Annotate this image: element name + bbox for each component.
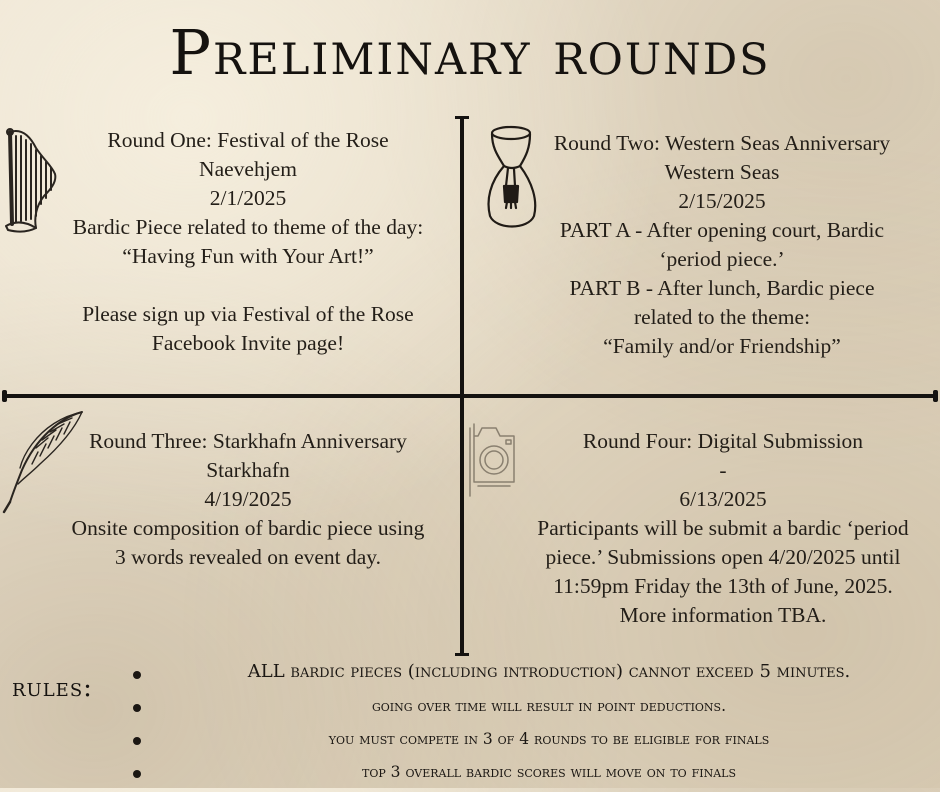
round-detail: Onsite composition of bardic piece using [71, 516, 425, 540]
round-detail: Participants will be submit a bardic ‘period [537, 516, 909, 540]
round-location: Western Seas [664, 160, 780, 184]
round-location: Naevehjem [199, 157, 297, 181]
bullet-icon [133, 737, 141, 745]
round-detail: ‘period piece.’ [659, 247, 785, 271]
round-detail: PART B - After lunch, Bardic piece [569, 276, 875, 300]
rule-item [130, 759, 940, 792]
rule-item [130, 726, 940, 759]
round-note: Please sign up via Festival of the Rose [82, 302, 414, 326]
round-detail: “Family and/or Friendship” [603, 334, 841, 358]
rule-item [130, 693, 940, 726]
round-date: 2/15/2025 [678, 189, 766, 213]
rules-label: rules: [12, 673, 93, 703]
page-title: Preliminary rounds [169, 16, 771, 89]
round-heading: Round One: Festival of the Rose [107, 128, 389, 152]
round-detail: PART A - After opening court, Bardic [559, 218, 885, 242]
bullet-icon [133, 770, 141, 778]
bullet-icon [133, 704, 141, 712]
round-detail: Bardic Piece related to theme of the day: [72, 215, 424, 239]
round-two-panel [504, 129, 940, 361]
round-detail: 11:59pm Friday the 13th of June, 2025. [553, 574, 893, 598]
round-date: 4/19/2025 [204, 487, 292, 511]
round-heading: Round Two: Western Seas Anniversary [553, 131, 891, 155]
horizontal-divider [4, 394, 936, 398]
rules-list [130, 660, 940, 792]
round-one-panel [48, 126, 448, 358]
rule-text: top 3 overall bardic scores will move on to finals [361, 763, 736, 781]
round-detail: piece.’ Submissions open 4/20/2025 until [545, 545, 901, 569]
round-detail: 3 words revealed on event day. [114, 545, 382, 569]
bullet-icon [133, 671, 141, 679]
rule-text: going over time will result in point deductions. [371, 697, 727, 715]
round-heading: Round Three: Starkhafn Anniversary [89, 429, 407, 453]
round-date: 6/13/2025 [679, 487, 767, 511]
round-note: Facebook Invite page! [151, 331, 345, 355]
round-heading: Round Four: Digital Submission [582, 429, 864, 453]
round-detail: related to the theme: [633, 305, 811, 329]
rule-item [130, 660, 940, 693]
round-location: - [719, 458, 727, 482]
round-location: Starkhafn [206, 458, 290, 482]
round-detail: More information TBA. [619, 603, 827, 627]
rule-text: ALL bardic pieces (including introduction) cannot exceed 5 minutes. [247, 661, 851, 682]
round-four-panel [500, 427, 940, 630]
round-date: 2/1/2025 [209, 186, 287, 210]
round-three-panel [48, 427, 448, 572]
rule-text: you must compete in 3 of 4 rounds to be eligible for finals [328, 730, 770, 748]
round-detail: “Having Fun with Your Art!” [122, 244, 374, 268]
vertical-divider [460, 116, 464, 656]
